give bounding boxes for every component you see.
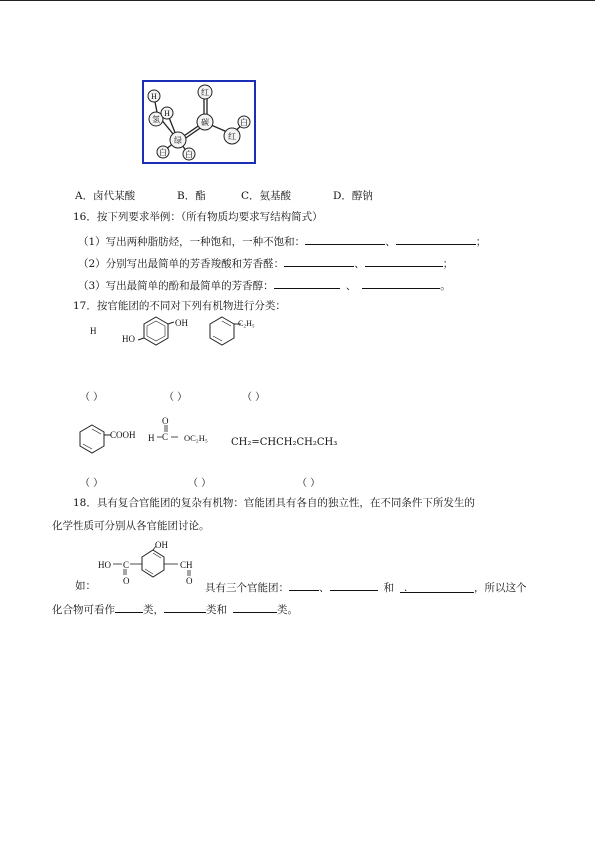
q16-item-3-text: （3）写出最简单的酚和最简单的芳香醇：: [78, 280, 274, 292]
answer-blank[interactable]: [274, 278, 340, 289]
he-text: 和: [383, 582, 394, 594]
separator: 、: [385, 236, 396, 248]
molecule-model-figure: [142, 80, 256, 164]
q16-title: 16．按下列要求举例：（所有物质均要求写结构简式）: [73, 211, 323, 223]
ball-label: 红: [228, 132, 236, 141]
answer-blank[interactable]: [289, 580, 319, 591]
q18-line1: 18．具有复合官能团的复杂有机物：官能团具有各自的独立性，在不同条件下所发生的: [73, 497, 475, 509]
ester-o-label: O: [162, 416, 169, 426]
class-text: 类和: [206, 604, 227, 616]
ball-label: 白: [159, 148, 167, 157]
q15-option-a: A．卤代某酸: [75, 190, 136, 202]
answer-blank[interactable]: [115, 602, 143, 613]
q15-option-d: D．醇钠: [333, 190, 373, 202]
answer-blank[interactable]: [233, 602, 277, 613]
answer-blank[interactable]: [305, 234, 385, 245]
q15-option-b: B．酯: [177, 190, 206, 202]
q15-option-c: C．氨基酸: [241, 190, 292, 202]
answer-blank[interactable]: [396, 234, 476, 245]
q17-h-label: H: [90, 326, 97, 336]
ester-oc2h5-label: OC₂H₅: [184, 433, 208, 443]
class-text: 类，: [143, 604, 164, 616]
answer-blank[interactable]: [164, 602, 206, 613]
q16-item-3: [78, 278, 451, 293]
mol-o-label: O: [123, 576, 130, 586]
answer-blank[interactable]: [284, 256, 354, 267]
separator: 、: [354, 258, 365, 270]
ethyl-label: C₂H₅: [238, 319, 255, 328]
q16-item-2: [78, 256, 453, 271]
ball-label: 绿: [174, 136, 182, 145]
end-punct: 。: [440, 280, 451, 292]
class-text: 类。: [277, 604, 298, 616]
answer-blank[interactable]: [400, 582, 474, 593]
pentene-formula: CH₂=CHCH₂CH₂CH₃: [231, 437, 338, 448]
q18-line2: 化学性质可分别从各官能团讨论。: [52, 520, 210, 532]
separator: 、: [319, 582, 330, 594]
q17-answer-1[interactable]: （ ）: [80, 392, 104, 403]
mol-ch-label: CH: [180, 560, 193, 570]
q17-title: 17．按官能团的不同对下列有机物进行分类：: [73, 300, 286, 312]
q16-item-2-text: （2）分别写出最简单的芳香羧酸和芳香醛：: [78, 258, 285, 270]
cooh-label: COOH: [110, 430, 136, 440]
q17-answer-5[interactable]: （ ）: [188, 478, 212, 489]
q17-answer-6[interactable]: （ ）: [297, 478, 321, 489]
q17-answer-4[interactable]: （ ）: [80, 478, 104, 489]
mol-o2-label: O: [186, 576, 193, 586]
ball-label: 白: [185, 150, 193, 159]
q18-ru: 如：: [75, 580, 96, 592]
can-be-viewed-text: 化合物可看作: [52, 604, 115, 616]
answer-blank[interactable]: [330, 580, 378, 591]
q18-line4: [52, 602, 298, 617]
dot-mark: .: [404, 582, 408, 594]
mol-ho-label: HO: [98, 560, 111, 570]
end-punct: ；: [442, 258, 454, 270]
ball-label: 氢: [152, 115, 160, 124]
ball-label: 碳: [201, 118, 209, 127]
page-top-rule: [0, 0, 595, 1]
ball-label: 白: [240, 118, 248, 127]
hydroquinone-oh: OH: [175, 318, 188, 328]
ball-label: H: [164, 109, 170, 118]
answer-blank[interactable]: [362, 278, 440, 289]
ester-h-label: H: [148, 433, 155, 443]
hydroquinone-ho: HO: [122, 334, 135, 344]
answer-blank[interactable]: [365, 256, 443, 267]
q16-item-1-text: （1）写出两种脂肪烃，一种饱和，一种不饱和：: [78, 236, 306, 248]
q17-answer-2[interactable]: （ ）: [164, 392, 188, 403]
q17-answer-3[interactable]: （ ）: [242, 392, 266, 403]
q18-functional-groups-line: [205, 580, 527, 595]
ball-label: 红: [201, 88, 209, 97]
end-punct: ；: [475, 236, 487, 248]
q16-item-1: [78, 234, 486, 249]
ester-c-label: C: [162, 432, 169, 442]
so-text: ，所以这个: [474, 582, 527, 594]
has-three-groups-text: 具有三个官能团：: [205, 582, 289, 594]
mol-c-label: C: [123, 560, 130, 570]
mol-oh-label: OH: [155, 540, 168, 550]
separator: 、: [345, 280, 357, 292]
ball-label: H: [151, 92, 157, 101]
